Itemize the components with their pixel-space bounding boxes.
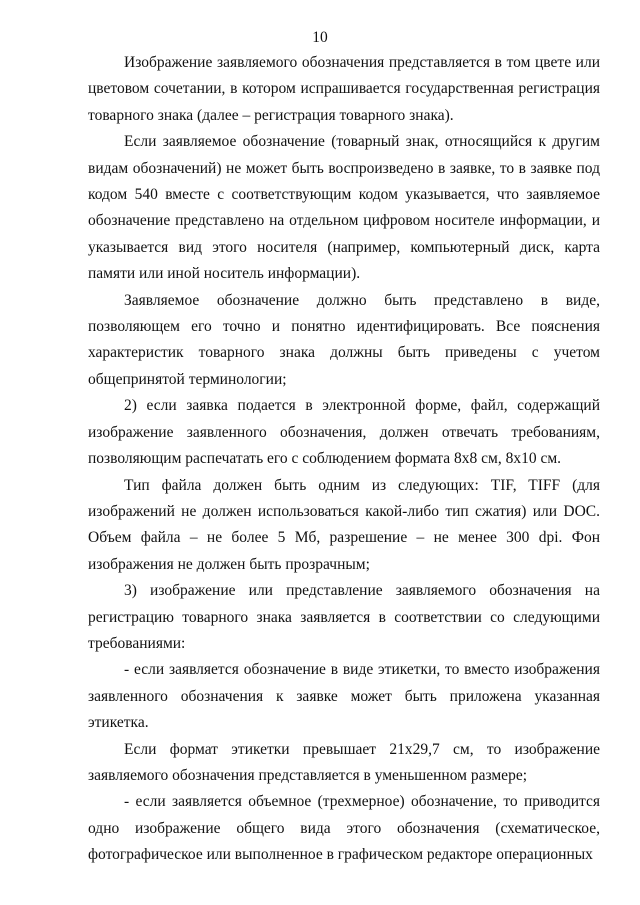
document-body [88, 50, 600, 869]
paragraph-label: - если заявляется обозначение в виде этикетки, то вместо изображения заявленного обозначения к заявке может быть приложена указанная этикетка. [88, 661, 600, 732]
paragraph-label-format: Если формат этикетки превышает 21х29,7 см, то изображение заявляемого обозначения представляется в уменьшенном размере; [88, 740, 600, 784]
page-number: 10 [312, 29, 328, 46]
paragraph-electronic-form: 2) если заявка подается в электронной форме, файл, содержащий изображение заявленного обозначения, должен отвечать требованиям, позволяющим распечатать его с соблюдением формата 8х8 см, 8х10 см. [88, 397, 600, 468]
paragraph-3d-mark: - если заявляется объемное (трехмерное) обозначение, то приводится одно изображение общего вида этого обозначения (схематическое, фотографическое или выполненное в графическом редакторе операционных [88, 793, 600, 864]
paragraph-file-type: Тип файла должен быть одним из следующих: TIF, TIFF (для изображений не должен использоваться какой-либо тип сжатия) или DOC. Объем файла – не более 5 Мб, разрешение – не менее 300 dpi. Фон изображения не должен быть прозрачным; [88, 476, 600, 573]
paragraph-requirements: 3) изображение или представление заявляемого обозначения на регистрацию товарного знака заявляется в соответствии со следующими требованиями: [88, 582, 600, 652]
paragraph-image-color: Изображение заявляемого обозначения представляется в том цвете или цветовом сочетании, в котором испрашивается государственная регистрация товарного знака (далее – регистрация товарного знака). [88, 54, 600, 124]
paragraph-identification: Заявляемое обозначение должно быть представлено в виде, позволяющем его точно и понятно идентифицировать. Все пояснения характеристик товарного знака должны быть приведены с учетом общепринятой терминологии; [88, 291, 600, 388]
paragraph-digital-media: Если заявляемое обозначение (товарный знак, относящийся к другим видам обозначений) не может быть воспроизведено в заявке, то в заявке под кодом 540 вместе с соответствующим кодом указывается, что заявляемое обозначение представлено на отдельном цифровом носителе информации, и указывается вид этого носителя (например, компьютерный диск, карта памяти или иной носитель информации). [88, 133, 600, 283]
